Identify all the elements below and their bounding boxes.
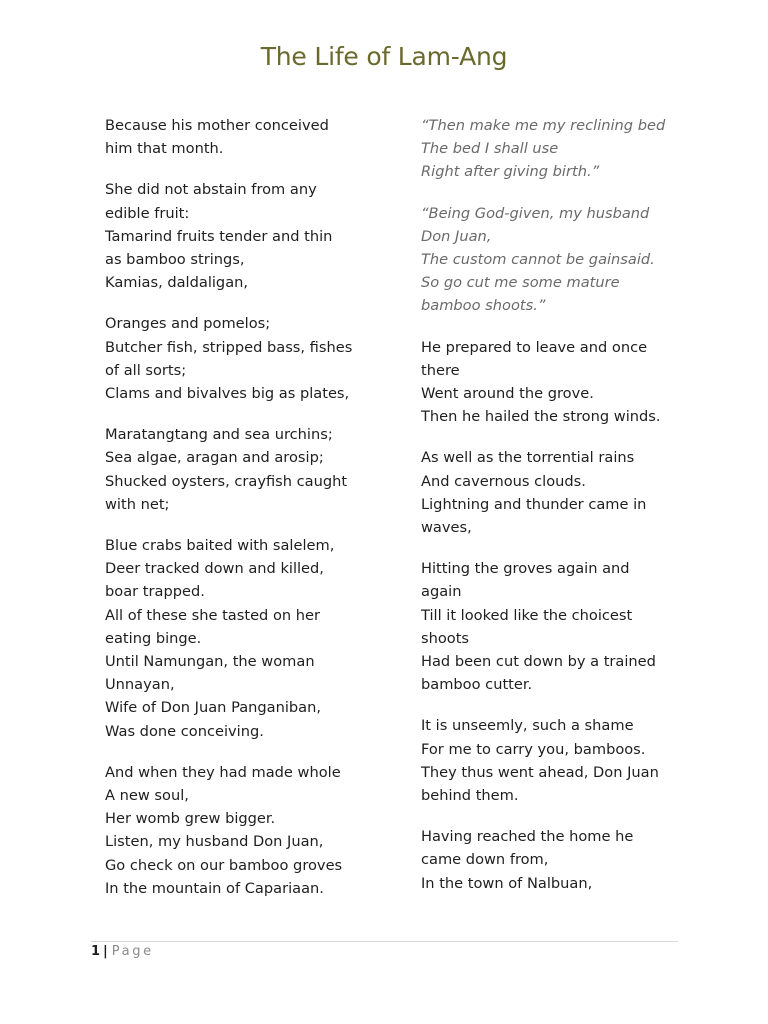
poem-line: of all sorts; [105, 361, 187, 379]
poem-line: Deer tracked down and killed, [105, 560, 324, 578]
poem-line: For me to carry you, bamboos. [421, 740, 646, 758]
poem-line: Lightning and thunder came in [421, 495, 647, 513]
poem-line: shoots [421, 629, 470, 647]
poem-line: Shucked oysters, crayfish caught [105, 472, 348, 490]
stanza [105, 114, 373, 160]
poem-line: Having reached the home he [421, 828, 634, 846]
poem-line: Had been cut down by a trained [421, 653, 656, 671]
poem-line: It is unseemly, such a shame [421, 717, 634, 735]
poem-line: there [421, 361, 460, 379]
poem-line: boar trapped. [105, 583, 205, 601]
poem-line: him that month. [105, 140, 224, 158]
poem-line: bamboo cutter. [421, 676, 533, 694]
poem-line: Butcher fish, stripped bass, fishes [105, 338, 353, 356]
poem-line: Because his mother conceived [105, 117, 329, 134]
poem-column-right [421, 114, 683, 913]
poem-line: “Then make me my reclining bed [421, 117, 666, 134]
footer-divider [91, 941, 678, 942]
poem-line: eating binge. [105, 629, 202, 647]
poem-line: came down from, [421, 851, 549, 869]
poem-line: Right after giving birth.” [421, 163, 600, 181]
poem-line: Blue crabs baited with salelem, [105, 537, 335, 555]
poem-line: They thus went ahead, Don Juan [421, 763, 659, 781]
stanza [105, 423, 373, 516]
poem-column-left [105, 114, 373, 918]
poem-line: behind them. [421, 787, 519, 805]
poem-line: And cavernous clouds. [421, 472, 586, 490]
poem-line: Clams and bivalves big as plates, [105, 385, 350, 403]
stanza [105, 761, 373, 900]
poem-line: “Being God-given, my husband [421, 204, 650, 222]
poem-line: with net; [105, 495, 170, 513]
poem-line: And when they had made whole [105, 763, 341, 781]
poem-line: Don Juan, [421, 227, 492, 245]
poem-line: bamboo shoots.” [421, 297, 546, 315]
poem-line: Unnayan, [105, 676, 175, 694]
stanza [105, 534, 373, 743]
poem-line: In the town of Nalbuan, [421, 874, 593, 892]
poem-line: Wife of Don Juan Panganiban, [105, 699, 322, 717]
poem-line: A new soul, [105, 787, 189, 805]
poem-line: Sea algae, aragan and arosip; [105, 449, 324, 467]
poem-line: Went around the grove. [421, 385, 594, 403]
poem-line: Until Namungan, the woman [105, 653, 315, 671]
poem-line: Maratangtang and sea urchins; [105, 426, 333, 444]
poem-line: as bamboo strings, [105, 251, 245, 269]
poem-line: Was done conceiving. [105, 722, 264, 740]
poem-line: waves, [421, 519, 472, 537]
page-title: The Life of Lam-Ang [260, 42, 508, 71]
poem-line: The custom cannot be gainsaid. [421, 251, 655, 269]
poem-line: Hitting the groves again and [421, 560, 630, 578]
poem-line: So go cut me some mature [421, 274, 620, 292]
stanza [421, 714, 683, 807]
stanza [421, 557, 683, 696]
footer-separator: | [103, 944, 108, 959]
poem-line: Then he hailed the strong winds. [421, 408, 661, 426]
poem-line: He prepared to leave and once [421, 338, 648, 356]
page-number: 1 [91, 944, 101, 959]
poem-line: edible fruit: [105, 204, 190, 222]
poem-line: Tamarind fruits tender and thin [105, 227, 333, 245]
stanza [421, 825, 683, 895]
poem-line: again [421, 583, 462, 601]
poem-line: All of these she tasted on her [105, 606, 320, 624]
stanza-quote [421, 202, 683, 318]
page-label: Page [111, 944, 154, 959]
poem-line: Kamias, daldaligan, [105, 274, 249, 292]
page-footer [91, 942, 154, 962]
poem-line: Oranges and pomelos; [105, 315, 271, 333]
poem-line: Go check on our bamboo groves [105, 856, 343, 874]
poem-line: Her womb grew bigger. [105, 810, 276, 828]
poem-line: The bed I shall use [421, 140, 559, 158]
stanza [105, 178, 373, 294]
poem-line: Listen, my husband Don Juan, [105, 833, 324, 851]
poem-line: As well as the torrential rains [421, 449, 635, 467]
poem-line: She did not abstain from any [105, 181, 317, 199]
poem-line: In the mountain of Capariaan. [105, 879, 324, 897]
stanza [421, 336, 683, 429]
stanza [105, 312, 373, 405]
poem-line: Till it looked like the choicest [421, 606, 633, 624]
stanza [421, 446, 683, 539]
stanza-quote [421, 114, 683, 184]
